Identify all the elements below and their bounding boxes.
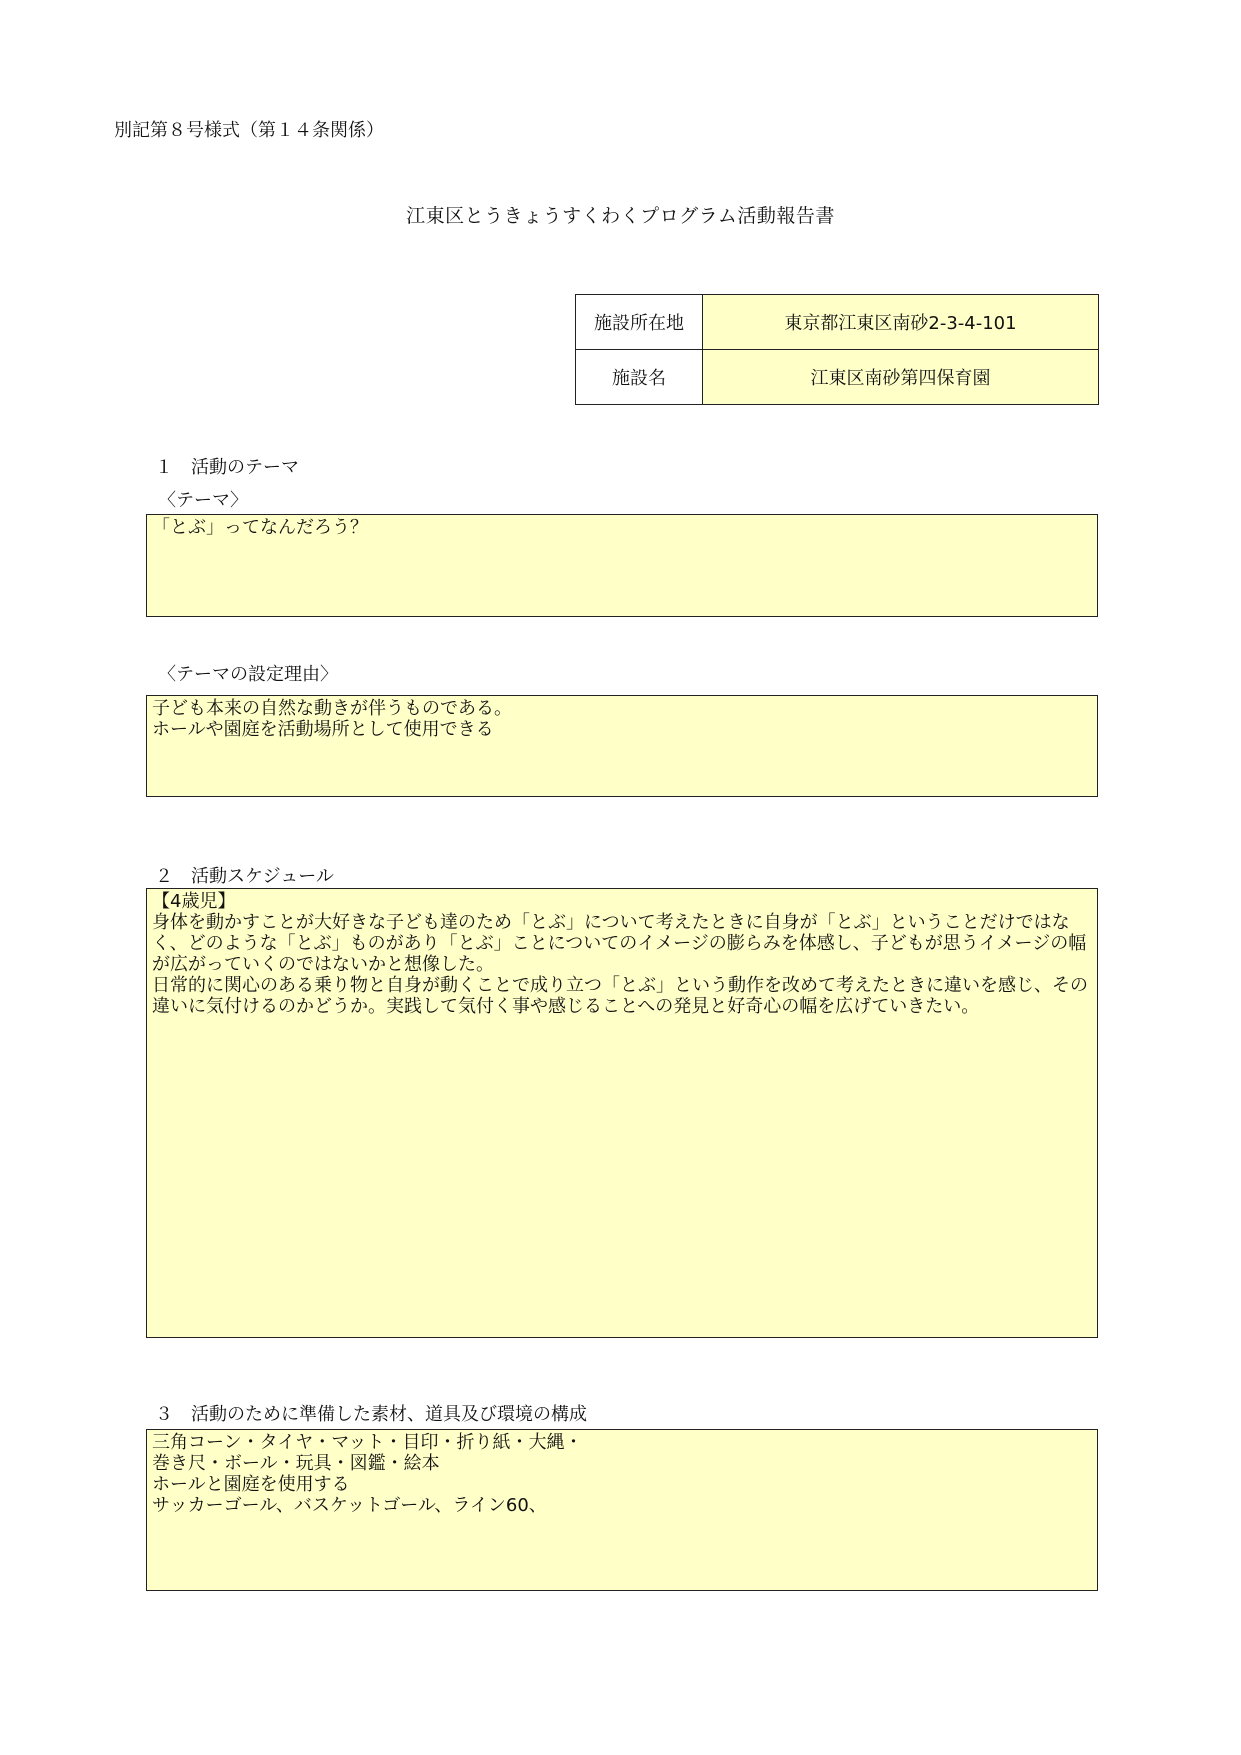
section3-heading: ３ 活動のために準備した素材、道具及び環境の構成 [155,1404,587,1425]
facility-name-label: 施設名 [576,350,703,405]
materials-textbox[interactable]: 三角コーン・タイヤ・マット・目印・折り紙・大縄・ 巻き尺・ボール・玩具・図鑑・絵本 ホールと園庭を使用する サッカーゴール、バスケットゴール、ライン60、 [146,1429,1098,1591]
section2-heading: ２ 活動スケジュール [155,866,334,887]
facility-name-value[interactable]: 江東区南砂第四保育園 [703,350,1099,405]
facility-table [575,294,1099,405]
reason-label: 〈テーマの設定理由〉 [158,664,338,685]
form-number: 別記第８号様式（第１４条関係） [114,120,384,141]
document-title: 江東区とうきょうすくわくプログラム活動報告書 [406,205,835,227]
theme-label: 〈テーマ〉 [158,490,248,511]
facility-address-row [576,295,1099,350]
section1-heading: １ 活動のテーマ [155,457,299,478]
facility-address-value[interactable]: 東京都江東区南砂2-3-4-101 [703,295,1099,350]
facility-name-row [576,350,1099,405]
schedule-textbox[interactable]: 【4歳児】 身体を動かすことが大好きな子ども達のため「とぶ」について考えたときに自身が「とぶ」ということだけではなく、どのような「とぶ」ものがあり「とぶ」ことについてのイメージの膨らみを体感し、子どもが思うイメージの幅が広がっていくのではないかと想像した。 日常的に関心のある乗り物と自身が動くことで成り立つ「とぶ」という動作を改めて考えたときに違いを感じ、その違いに気付けるのかどうか。実践して気付く事や感じることへの発見と好奇心の幅を広げていきたい。 [146,888,1098,1338]
theme-textbox[interactable]: 「とぶ」ってなんだろう？ [146,514,1098,617]
facility-address-label: 施設所在地 [576,295,703,350]
reason-textbox[interactable]: 子ども本来の自然な動きが伴うものである。 ホールや園庭を活動場所として使用できる [146,695,1098,797]
